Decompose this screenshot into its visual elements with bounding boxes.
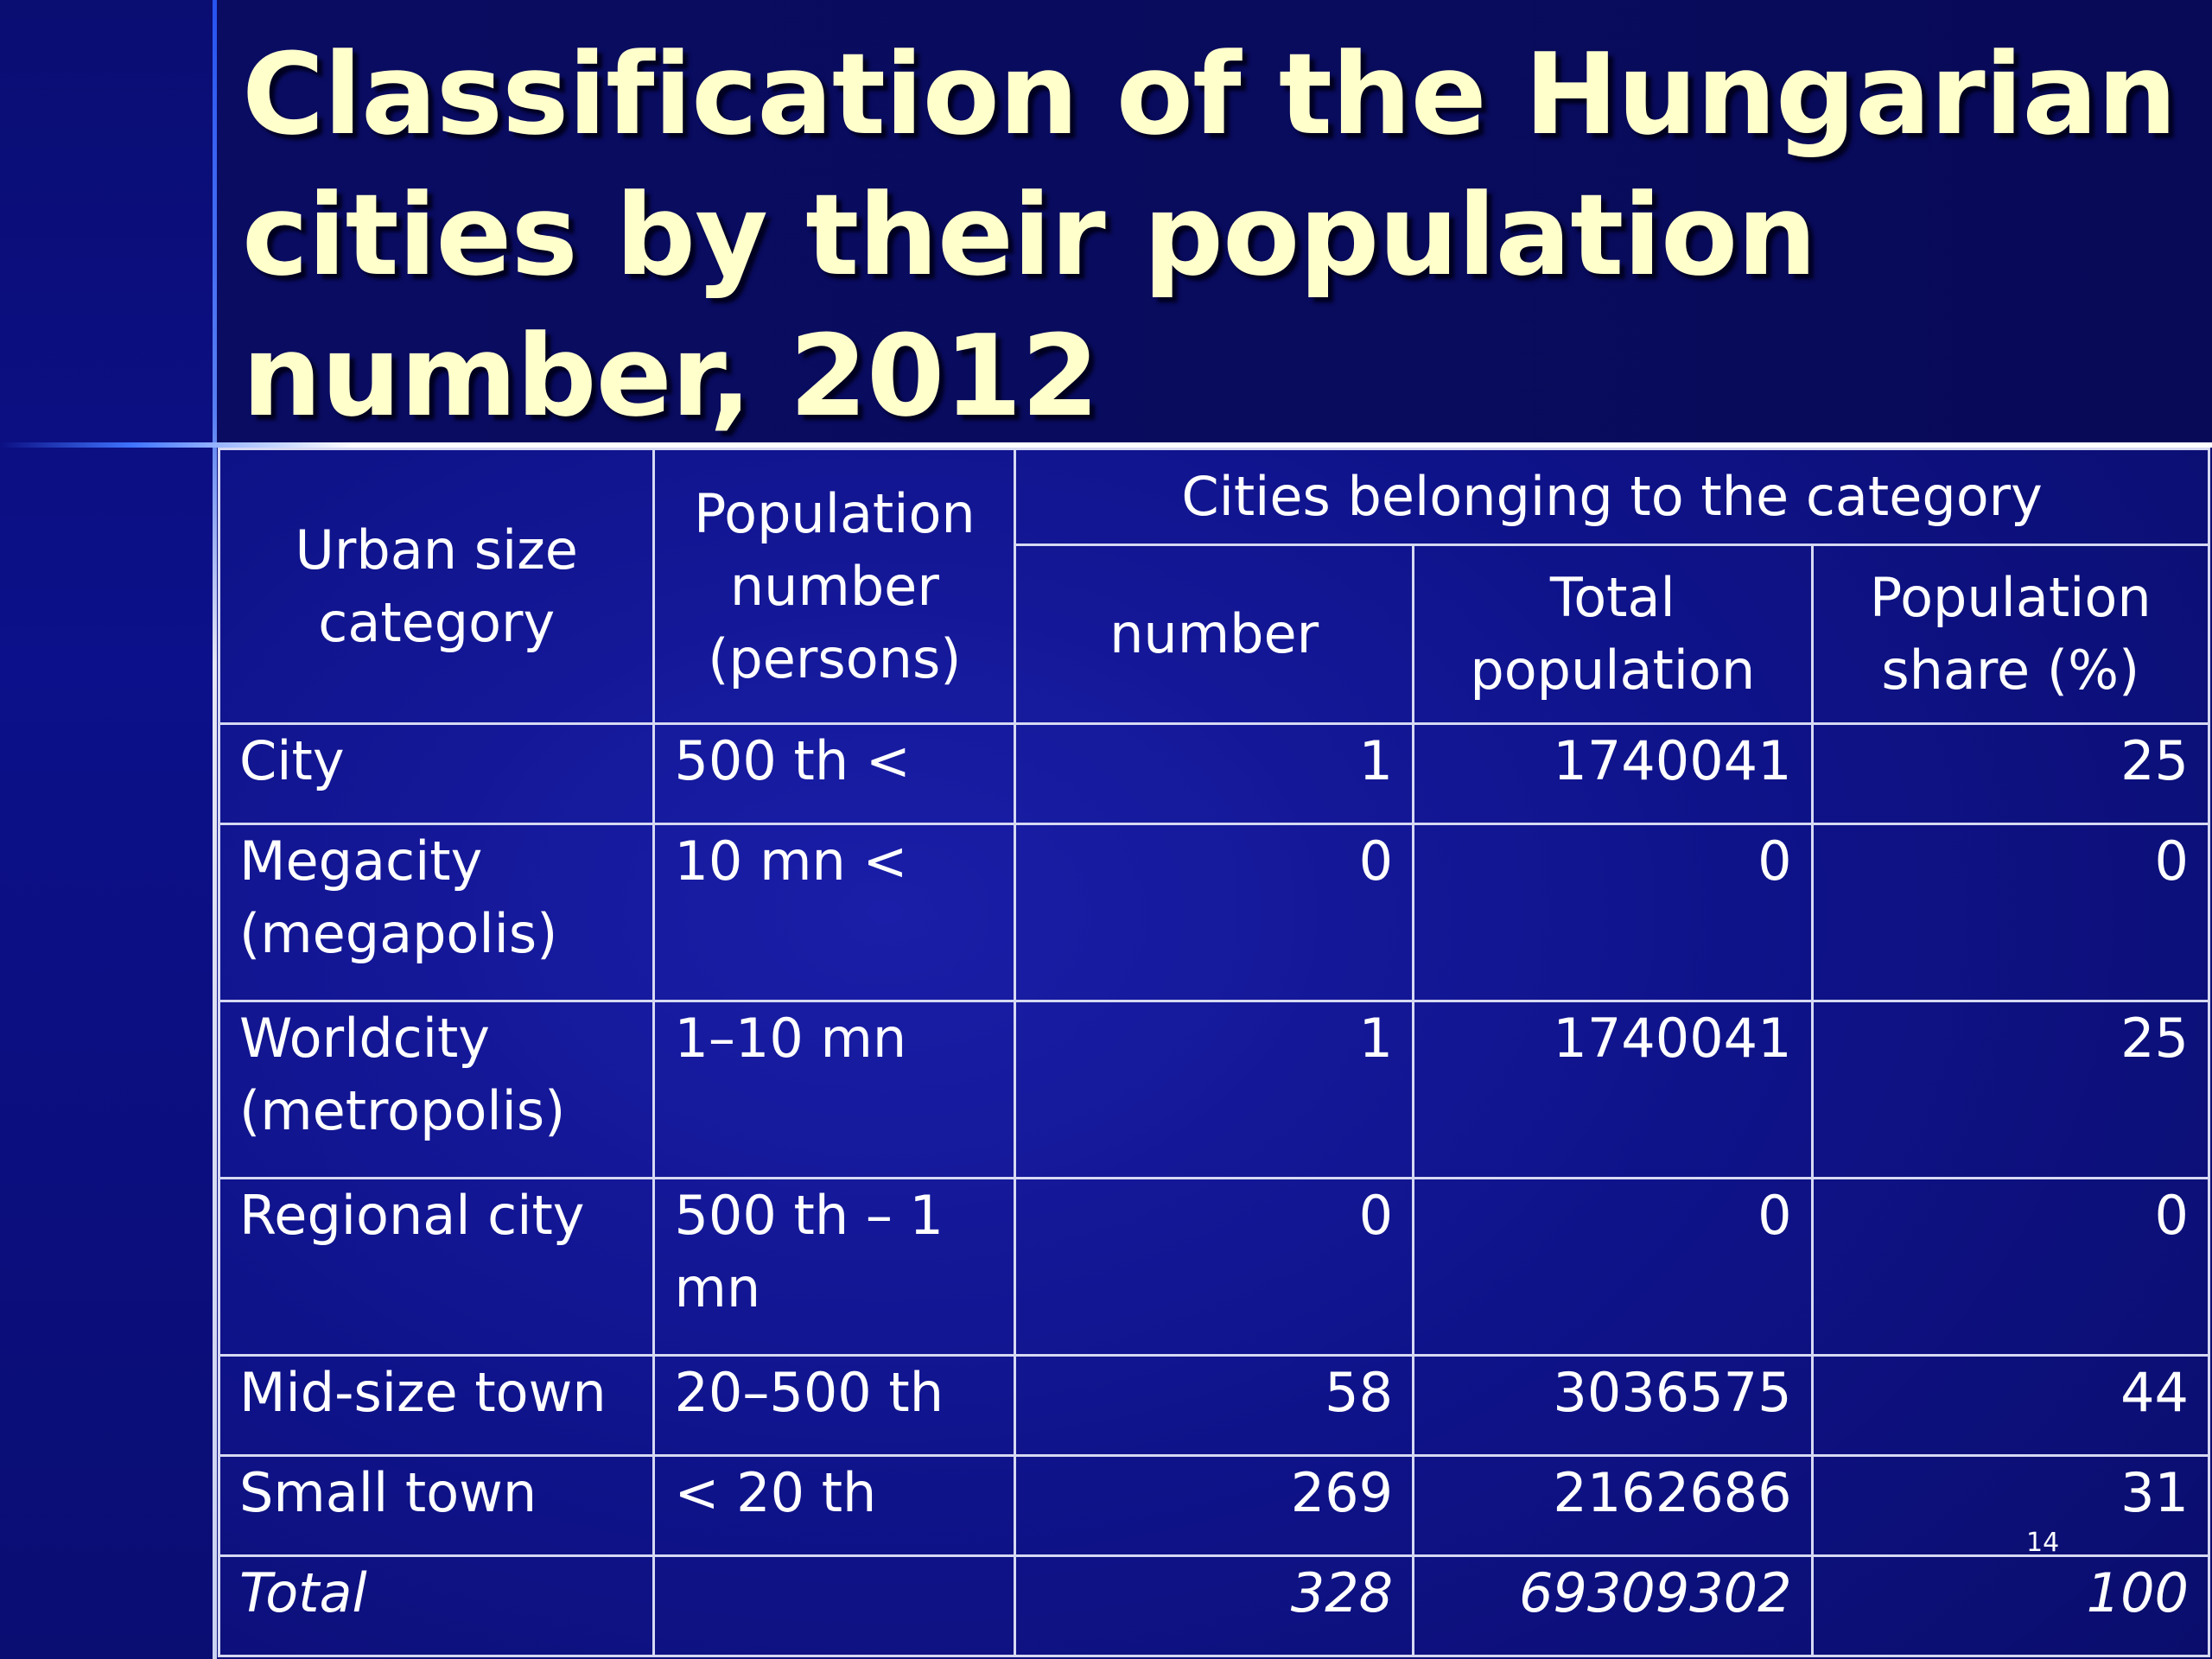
row-total-population: 2162686	[1414, 1456, 1812, 1556]
vertical-accent-line	[213, 0, 217, 1659]
row-category: City	[219, 724, 654, 824]
row-total-population: 0	[1414, 824, 1812, 1001]
row-category: Small town	[219, 1456, 654, 1556]
row-category: Mid-size town	[219, 1356, 654, 1456]
row-population-share: 25	[1812, 724, 2209, 824]
header-population-number: Population number (persons)	[654, 449, 1015, 724]
row-number: 0	[1015, 1179, 1414, 1356]
row-number: 58	[1015, 1356, 1414, 1456]
table-row	[219, 1001, 2209, 1179]
row-population-share: 44	[1812, 1356, 2209, 1456]
row-population: 20–500 th	[654, 1356, 1015, 1456]
total-row	[219, 1556, 2209, 1656]
row-population: 500 th – 1 mn	[654, 1179, 1015, 1356]
row-total-population: 1740041	[1414, 724, 1812, 824]
total-number: 328	[1015, 1556, 1414, 1656]
row-category: Megacity (megapolis)	[219, 824, 654, 1001]
classification-table	[218, 448, 2210, 1657]
total-category: Total	[219, 1556, 654, 1656]
row-population: 1–10 mn	[654, 1001, 1015, 1179]
row-total-population: 3036575	[1414, 1356, 1812, 1456]
header-cities-belonging: Cities belonging to the category	[1015, 449, 2209, 545]
row-number: 1	[1015, 724, 1414, 824]
row-population: 10 mn <	[654, 824, 1015, 1001]
table-row	[219, 724, 2209, 824]
header-total-population: Total population	[1414, 545, 1812, 724]
table-row	[219, 824, 2209, 1001]
header-urban-size-category: Urban size category	[219, 449, 654, 724]
total-population-share: 100	[1812, 1556, 2209, 1656]
left-decorative-band	[0, 0, 216, 1659]
row-population-share: 0	[1812, 1179, 2209, 1356]
page-number: 14	[2026, 1528, 2060, 1558]
slide-title: Classification of the Hungarian cities by their population number, 2012	[242, 29, 2177, 442]
row-total-population: 1740041	[1414, 1001, 1812, 1179]
row-total-population: 0	[1414, 1179, 1812, 1356]
row-population-share: 0	[1812, 824, 2209, 1001]
row-number: 1	[1015, 1001, 1414, 1179]
row-number: 0	[1015, 824, 1414, 1001]
row-population: 500 th <	[654, 724, 1015, 824]
row-population-share: 31	[1812, 1456, 2209, 1556]
row-category: Regional city	[219, 1179, 654, 1356]
total-population-range	[654, 1556, 1015, 1656]
table-row	[219, 1179, 2209, 1356]
total-total-population: 69309302	[1414, 1556, 1812, 1656]
row-population: < 20 th	[654, 1456, 1015, 1556]
row-population-share: 25	[1812, 1001, 2209, 1179]
table-row	[219, 1356, 2209, 1456]
header-number: number	[1015, 545, 1414, 724]
row-number: 269	[1015, 1456, 1414, 1556]
row-category: Worldcity (metropolis)	[219, 1001, 654, 1179]
table-row	[219, 1456, 2209, 1556]
header-population-share: Population share (%)	[1812, 545, 2209, 724]
